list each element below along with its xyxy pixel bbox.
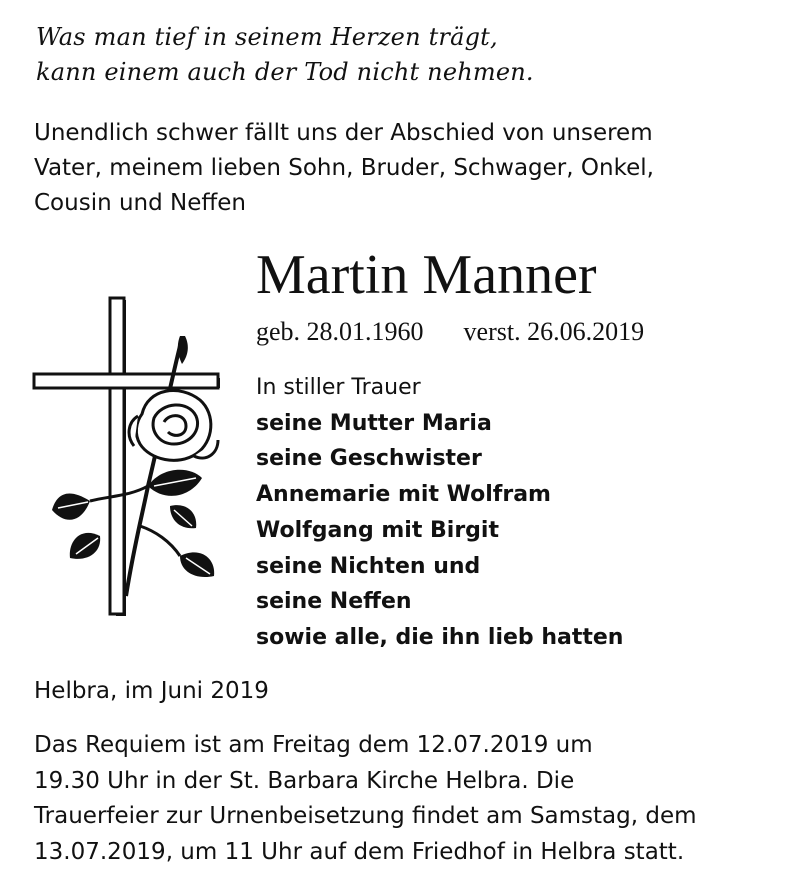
intro-line-2: Vater, meinem lieben Sohn, Bruder, Schwager, Onkel, (34, 155, 654, 181)
quote-line-2: kann einem auch der Tod nicht nehmen. (36, 58, 534, 86)
service-line-1: Das Requiem ist am Freitag dem 12.07.2019 um (34, 732, 593, 758)
cross-with-rose-icon (30, 296, 230, 626)
mourner-line: seine Mutter Maria (256, 410, 492, 436)
service-details (34, 728, 784, 870)
birth-date: geb. 28.01.1960 (256, 317, 424, 346)
mourners-list (256, 370, 623, 656)
mourner-line: Wolfgang mit Birgit (256, 517, 499, 543)
intro-text (34, 116, 774, 221)
mourner-line: seine Geschwister (256, 446, 482, 472)
service-line-4: 13.07.2019, um 11 Uhr auf dem Friedhof in Helbra statt. (34, 838, 685, 865)
death-date: verst. 26.06.2019 (463, 317, 645, 346)
mourner-line: seine Nichten und (256, 553, 481, 579)
mourner-line: seine Neffen (256, 589, 412, 615)
life-dates (256, 314, 644, 350)
intro-line-1: Unendlich schwer fällt uns der Abschied von unserem (34, 120, 653, 146)
deceased-name: Martin Manner (256, 244, 597, 306)
quote-line-1: Was man tief in seinem Herzen trägt, (36, 23, 498, 51)
service-line-3: Trauerfeier zur Urnenbeisetzung findet am Samstag, dem (34, 803, 697, 829)
mourner-line: sowie alle, die ihn lieb hatten (256, 624, 624, 650)
memorial-quote (36, 20, 534, 90)
intro-line-3: Cousin und Neffen (34, 190, 246, 216)
service-line-2: 19.30 Uhr in der St. Barbara Kirche Helbra. Die (34, 767, 575, 794)
mourning-lead: In stiller Trauer (256, 375, 421, 400)
place-and-date: Helbra, im Juni 2019 (34, 678, 269, 704)
mourner-line: Annemarie mit Wolfram (256, 482, 551, 508)
